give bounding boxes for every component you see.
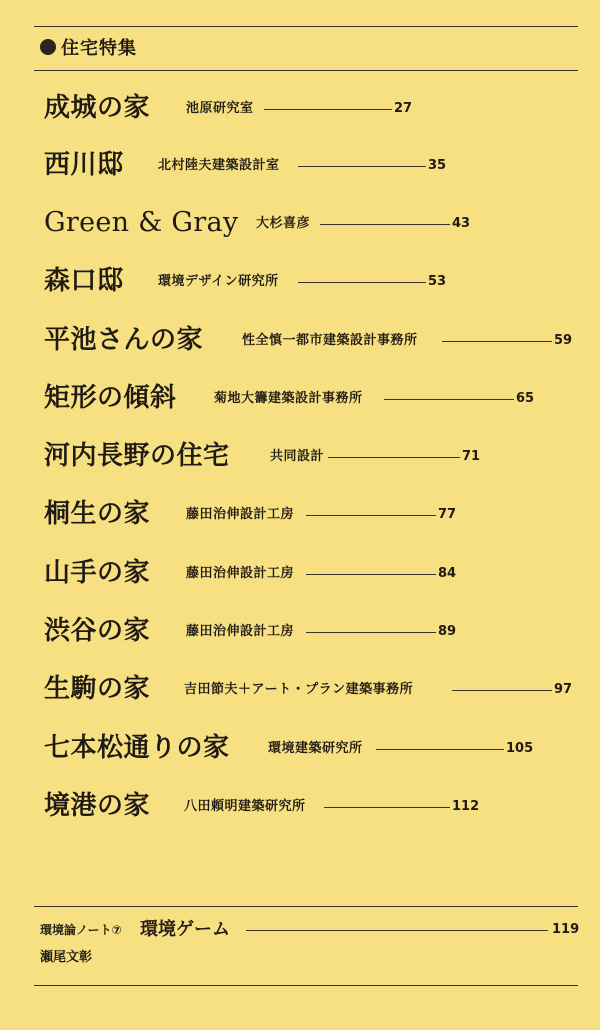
entry-page: 43 (452, 216, 471, 231)
bottom-rule (34, 985, 578, 986)
entry-title: 河内長野の住宅 (44, 441, 230, 471)
entry-title: 桐生の家 (44, 499, 151, 529)
entry-title: 生駒の家 (44, 674, 151, 704)
toc-entry[interactable] (44, 203, 584, 243)
entry-title: 森口邸 (44, 266, 124, 296)
toc-entry[interactable] (44, 88, 584, 128)
section-header (40, 32, 137, 62)
entry-title: 七本松通りの家 (44, 733, 230, 763)
section-title: 住宅特集 (61, 38, 137, 59)
entry-page: 35 (428, 158, 447, 173)
toc-entry[interactable] (44, 261, 584, 301)
entry-title: 平池さんの家 (44, 325, 204, 355)
top-rule (34, 26, 578, 27)
entry-author: 大杉喜彦 (256, 216, 311, 231)
entry-title: 渋谷の家 (44, 616, 151, 646)
series-label: 環境論ノート⑦ (40, 923, 122, 937)
leader-line (376, 749, 504, 750)
toc-entry[interactable] (44, 553, 584, 593)
leader-line (306, 515, 436, 516)
entry-author: 藤田治伸設計工房 (186, 507, 295, 522)
entry-title: 矩形の傾斜 (44, 383, 177, 413)
entry-author: 吉田節夫＋アート・プラン建築事務所 (184, 682, 414, 697)
entry-title: 境港の家 (44, 791, 151, 821)
footer-rule (34, 906, 578, 907)
entry-title: 山手の家 (44, 558, 151, 588)
entry-author: 池原研究室 (186, 101, 254, 116)
entry-page: 65 (516, 391, 535, 406)
toc-entry[interactable] (44, 494, 584, 534)
toc-entry[interactable] (44, 611, 584, 651)
leader-line (324, 807, 450, 808)
entry-author: 性全慎一都市建築設計事務所 (242, 333, 418, 348)
entry-page: 105 (506, 741, 534, 756)
entry-author: 環境デザイン研究所 (158, 274, 279, 289)
leader-line (246, 930, 548, 931)
entry-page: 71 (462, 449, 481, 464)
entry-page: 77 (438, 507, 457, 522)
leader-line (306, 632, 436, 633)
leader-line (298, 282, 426, 283)
entry-page: 84 (438, 566, 457, 581)
entry-author: 菊地大籌建築設計事務所 (214, 391, 363, 406)
entry-page: 59 (554, 333, 573, 348)
entry-title: 西川邸 (44, 150, 124, 180)
toc-entry[interactable] (44, 378, 584, 418)
leader-line (320, 224, 450, 225)
leader-line (298, 166, 426, 167)
section-rule (34, 70, 578, 71)
leader-line (264, 109, 392, 110)
entry-page: 97 (554, 682, 573, 697)
leader-line (306, 574, 436, 575)
leader-line (452, 690, 552, 691)
entry-author: 共同設計 (270, 449, 325, 464)
entry-page: 27 (394, 101, 413, 116)
footer-page: 119 (552, 922, 580, 937)
entry-page: 53 (428, 274, 447, 289)
leader-line (384, 399, 514, 400)
entry-author: 環境建築研究所 (268, 741, 363, 756)
entry-page: 89 (438, 624, 457, 639)
entry-author: 八田頼明建築研究所 (184, 799, 306, 814)
toc-entry[interactable] (44, 728, 584, 768)
toc-entry[interactable] (44, 145, 584, 185)
entry-page: 112 (452, 799, 480, 814)
filled-circle-icon (40, 39, 56, 55)
entry-title: Green & Gray (44, 207, 239, 238)
entry-title: 成城の家 (44, 93, 151, 123)
entry-author: 北村陸夫建築設計室 (158, 158, 280, 173)
footer-title: 環境ゲーム (140, 919, 230, 940)
entry-author: 藤田治伸設計工房 (186, 566, 295, 581)
leader-line (328, 457, 460, 458)
entry-author: 藤田治伸設計工房 (186, 624, 295, 639)
toc-entry[interactable] (44, 669, 584, 709)
footer-author: 瀬尾文彰 (40, 950, 93, 965)
toc-entry[interactable] (44, 436, 584, 476)
toc-entry[interactable] (44, 320, 584, 360)
leader-line (442, 341, 552, 342)
toc-entry[interactable] (44, 786, 584, 826)
